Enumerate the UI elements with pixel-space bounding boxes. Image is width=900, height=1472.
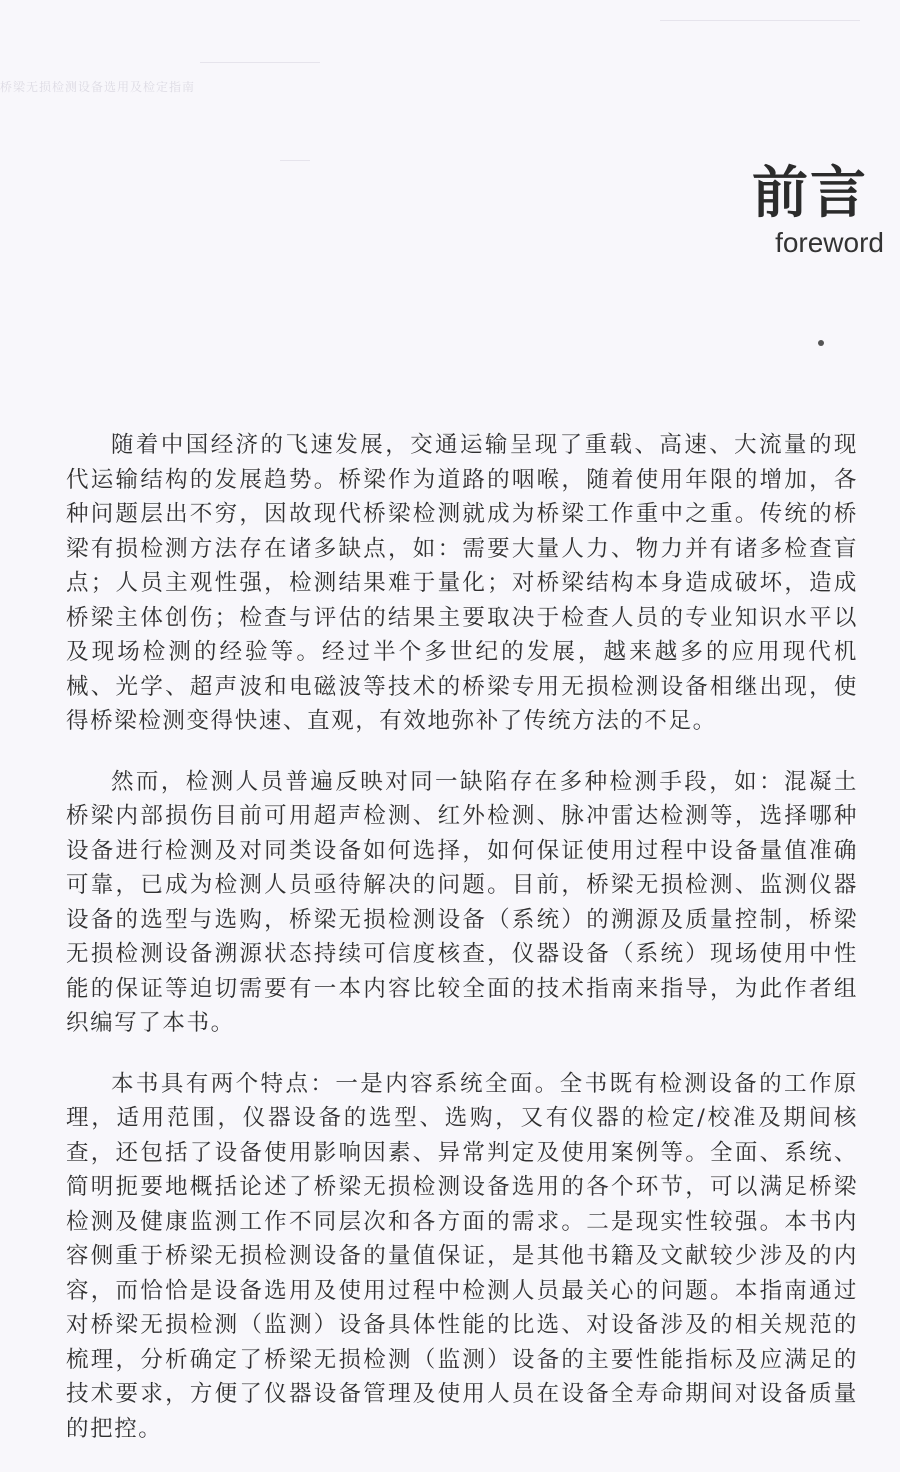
bleed-line: [200, 62, 320, 63]
preface-heading: [730, 162, 890, 258]
bleed-line: [660, 20, 860, 21]
bleed-through-running-header: 桥梁无损检测设备选用及检定指南: [0, 80, 196, 94]
decorative-dot: [818, 340, 824, 346]
preface-body: [66, 428, 858, 1472]
paragraph-2: 然而，检测人员普遍反映对同一缺陷存在多种检测手段，如：混凝土桥梁内部损伤目前可用超声检测、红外检测、脉冲雷达检测等，选择哪种设备进行检测及对同类设备如何选择，如何保证使用过程中设备量值准确可靠，已成为检测人员亟待解决的问题。目前，桥梁无损检测、监测仪器设备的选型与选购，桥梁无损检测设备（系统）的溯源及质量控制，桥梁无损检测设备溯源状态持续可信度核查，仪器设备（系统）现场使用中性能的保证等迫切需要有一本内容比较全面的技术指南来指导，为此作者组织编写了本书。: [66, 768, 858, 1036]
heading-title-english: foreword: [775, 227, 884, 258]
bleed-line: [280, 160, 310, 161]
paragraph-3: 本书具有两个特点：一是内容系统全面。全书既有检测设备的工作原理，适用范围，仪器设备的选型、选购，又有仪器的检定/校准及期间核查，还包括了设备使用影响因素、异常判定及使用案例等。全面、系统、简明扼要地概括论述了桥梁无损检测设备选用的各个环节，可以满足桥梁检测及健康监测工作不同层次和各方面的需求。二是现实性较强。本书内容侧重于桥梁无损检测设备的量值保证，是其他书籍及文献较少涉及的内容，而恰恰是设备选用及使用过程中检测人员最关心的问题。本指南通过对桥梁无损检测（监测）设备具体性能的比选、对设备涉及的相关规范的梳理，分析确定了桥梁无损检测（监测）设备的主要性能指标及应满足的技术要求，方便了仪器设备管理及使用人员在设备全寿命期间对设备质量的把控。: [66, 1070, 858, 1442]
paragraph-1: 随着中国经济的飞速发展，交通运输呈现了重载、高速、大流量的现代运输结构的发展趋势。桥梁作为道路的咽喉，随着使用年限的增加，各种问题层出不穷，因故现代桥梁检测就成为桥梁工作重中之重。传统的桥梁有损检测方法存在诸多缺点，如：需要大量人力、物力并有诸多检查盲点；人员主观性强，检测结果难于量化；对桥梁结构本身造成破坏，造成桥梁主体创伤；检查与评估的结果主要取决于检查人员的专业知识水平以及现场检测的经验等。经过半个多世纪的发展，越来越多的应用现代机械、光学、超声波和电磁波等技术的桥梁专用无损检测设备相继出现，使得桥梁检测变得快速、直观，有效地弥补了传统方法的不足。: [66, 432, 858, 734]
heading-title-chinese: 前言: [752, 161, 868, 226]
